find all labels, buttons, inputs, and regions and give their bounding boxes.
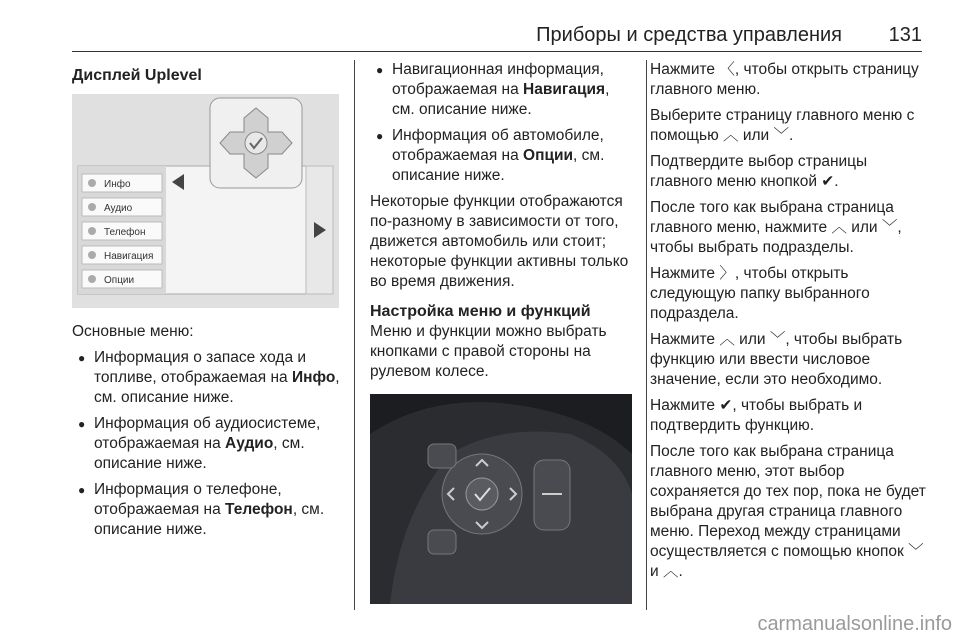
- display-menu-item: [82, 270, 162, 288]
- page-number: 131: [888, 24, 922, 46]
- section-title: Дисплей Uplevel: [72, 67, 202, 84]
- watermark: carmanualsonline.info: [757, 613, 952, 635]
- svg-text:Телефон: Телефон: [104, 227, 146, 238]
- svg-text:Навигация: Навигация: [104, 251, 154, 262]
- page-header: [72, 22, 922, 52]
- svg-text:Опции: Опции: [104, 275, 135, 286]
- column-2: [370, 60, 635, 604]
- paragraph: Выберите страницу главного меню с помощью ︿ или ﹀.: [650, 107, 915, 144]
- paragraph: После того как выбрана страница главного меню, нажмите ︿ или ﹀, чтобы выбрать подразделы.: [650, 199, 902, 256]
- steering-wheel-figure: [370, 394, 632, 604]
- display-menu-item: [82, 222, 162, 240]
- main-menu-label: Основные меню:: [72, 323, 194, 340]
- paragraph: Нажмите 〉, чтобы открыть следующую папку выбранного подраздела.: [650, 265, 870, 322]
- phone-button-icon: [428, 444, 456, 468]
- subsection-title: Настройка меню и функций: [370, 303, 591, 320]
- column-1: [72, 60, 342, 546]
- column-3: [650, 60, 930, 588]
- paragraph: Подтвердите выбор страницы главного меню кнопкой ✔.: [650, 153, 868, 190]
- list-item: ● Информация о запасе хода и топливе, отображаемая на Инфо, см. описание ниже.: [72, 348, 342, 408]
- list-item: ● Информация об аудиосистеме, отображаемая на Аудио, см. описание ниже.: [72, 414, 342, 474]
- bullet-list: [370, 60, 635, 186]
- column-divider: [354, 60, 355, 610]
- svg-text:Инфо: Инфо: [104, 179, 131, 190]
- paragraph: Нажмите 〈, чтобы открыть страницу главного меню.: [650, 61, 919, 98]
- display-menu-item: [82, 198, 162, 216]
- display-menu-item: [82, 174, 162, 192]
- paragraph: После того как выбрана страница главного меню, этот выбор сохраняется до тех пор, пока не будет выбрана другая страница главного меню. Переход между страницами осуществляется с помощью кнопок ﹀ и ︿.: [650, 443, 926, 580]
- paragraph: Нажмите ✔, чтобы выбрать и подтвердить функцию.: [650, 397, 863, 434]
- list-item: ● Информация о телефоне, отображаемая на Телефон, см. описание ниже.: [72, 480, 342, 540]
- display-menu-item: [82, 246, 162, 264]
- paragraph: Нажмите ︿ или ﹀, чтобы выбрать функцию или ввести числовое значение, если это необходимо.: [650, 331, 903, 388]
- column-divider: [646, 60, 647, 610]
- paragraph: Некоторые функции отображаются по-разному в зависимости от того, движется автомобиль или стоит; некоторые функции активны только во время движения.: [370, 193, 629, 290]
- mute-button-icon: [428, 530, 456, 554]
- display-figure: [72, 94, 339, 308]
- bullet-list: [72, 348, 342, 540]
- paragraph: Меню и функции можно выбрать кнопками с правой стороны на рулевом колесе.: [370, 323, 607, 380]
- list-item: ● Информация об автомобиле, отображаемая на Опции, см. описание ниже.: [370, 126, 635, 186]
- list-item: ● Навигационная информация, отображаемая на Навигация, см. описание ниже.: [370, 60, 635, 120]
- svg-text:Аудио: Аудио: [104, 203, 133, 214]
- header-title: Приборы и средства управления: [536, 24, 842, 46]
